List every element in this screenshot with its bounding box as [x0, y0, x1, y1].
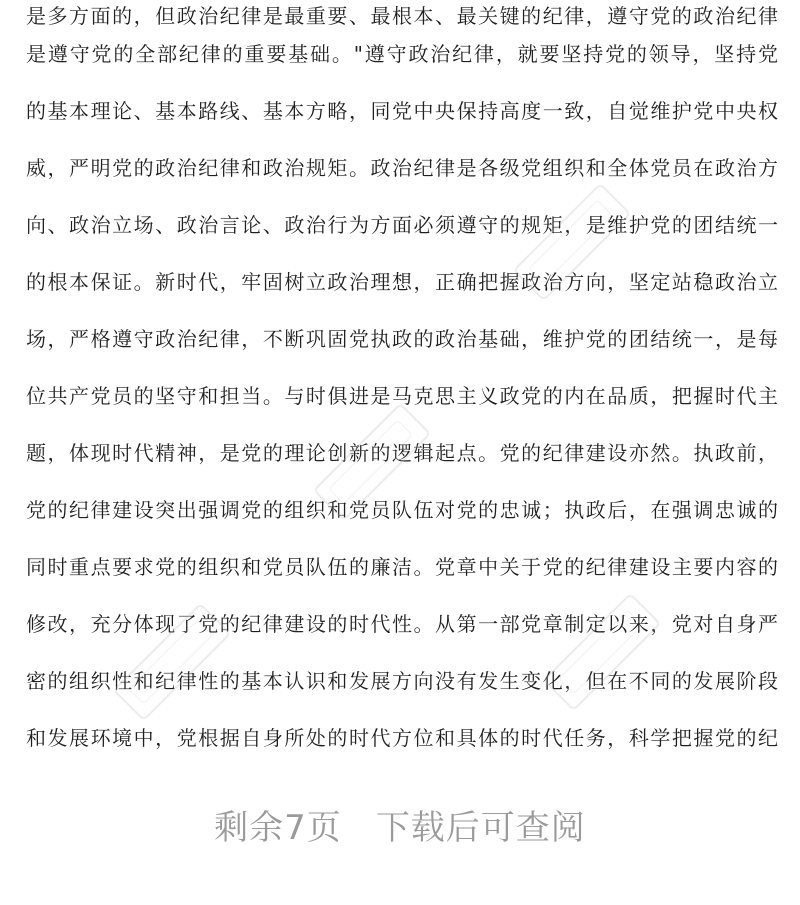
- text-line: 党的纪律建设突出强调党的组织和党员队伍对党的忠诚；执政后，在强调忠诚的: [26, 498, 778, 522]
- text-line: 修改，充分体现了党的纪律建设的时代性。从第一部党章制定以来，党对自身严: [26, 612, 778, 636]
- text-line: 是遵守党的全部纪律的重要基础。"遵守政治纪律，就要坚持党的领导，坚持党: [26, 42, 778, 66]
- text-line: 同时重点要求党的组织和党员队伍的廉洁。党章中关于党的纪律建设主要内容的: [26, 555, 778, 579]
- text-line: 的基本理论、基本路线、基本方略，同党中央保持高度一致，自觉维护党中央权: [26, 99, 778, 123]
- text-line: 位共产党员的坚守和担当。与时俱进是马克思主义政党的内在品质，把握时代主: [26, 384, 778, 408]
- text-line: 密的组织性和纪律性的基本认识和发展方向没有发生变化，但在不同的发展阶段: [26, 669, 778, 693]
- text-line: 题，体现时代精神，是党的理论创新的逻辑起点。党的纪律建设亦然。执政前，: [26, 441, 778, 465]
- text-line: 的根本保证。新时代，牢固树立政治理想，正确把握政治方向，坚定站稳政治立: [26, 270, 778, 294]
- text-line: 威，严明党的政治纪律和政治规矩。政治纪律是各级党组织和全体党员在政治方: [26, 156, 778, 180]
- text-line: 和发展环境中，党根据自身所处的时代方位和具体的时代任务，科学把握党的纪: [26, 726, 778, 750]
- download-hint-label: 下载后可查阅: [375, 808, 586, 848]
- download-prompt[interactable]: [0, 800, 800, 856]
- text-line: 向、政治立场、政治言论、政治行为方面必须遵守的规矩，是维护党的团结统一: [26, 213, 778, 237]
- text-line: 是多方面的，但政治纪律是最重要、最根本、最关键的纪律，遵守党的政治纪律: [26, 4, 778, 28]
- text-line: 场，严格遵守政治纪律，不断巩固党执政的政治基础，维护党的团结统一，是每: [26, 327, 778, 351]
- remaining-pages-label: 剩余7页: [214, 808, 342, 848]
